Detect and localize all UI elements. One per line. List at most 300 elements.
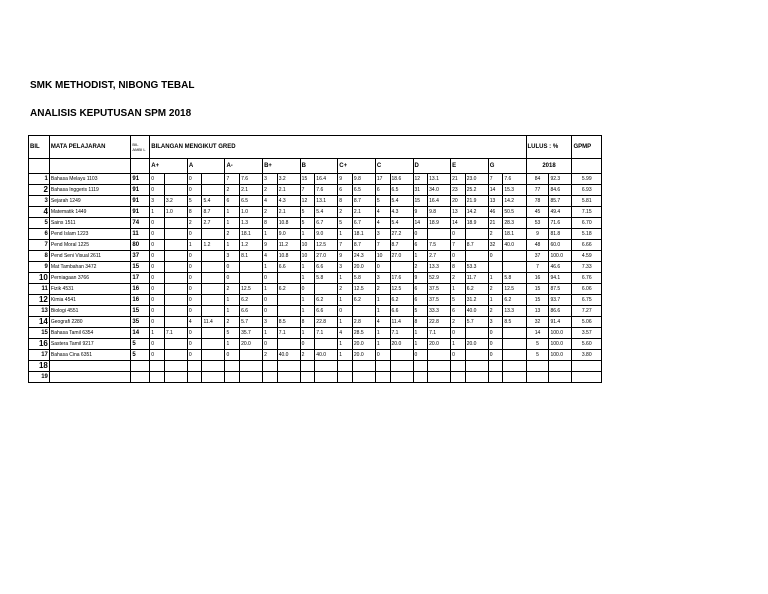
grade-percent bbox=[202, 229, 225, 240]
grade-percent: 1.0 bbox=[164, 207, 187, 218]
header-grade-1: A bbox=[187, 159, 225, 174]
grade-count: 1 bbox=[300, 262, 315, 273]
grade-percent: 2.8 bbox=[352, 317, 375, 328]
grade-percent bbox=[503, 350, 526, 361]
grade-percent: 4.3 bbox=[277, 196, 300, 207]
grade-percent: 2.1 bbox=[277, 207, 300, 218]
grade-count: 9 bbox=[338, 174, 353, 185]
row-gpmp bbox=[572, 372, 602, 383]
grade-count: 2 bbox=[488, 284, 503, 295]
table-row bbox=[29, 284, 602, 295]
grade-percent bbox=[240, 262, 263, 273]
grade-percent bbox=[465, 328, 488, 339]
header-grades-title: BILANGAN MENGIKUT GRED bbox=[150, 136, 526, 159]
row-bil: 7 bbox=[29, 240, 50, 251]
row-bil: 14 bbox=[29, 317, 50, 328]
row-ambil: 5 bbox=[131, 350, 150, 361]
grade-percent: 6.6 bbox=[277, 262, 300, 273]
grade-count: 10 bbox=[300, 240, 315, 251]
row-subject: Bahasa Melayu 1103 bbox=[49, 174, 131, 185]
grade-percent bbox=[465, 372, 488, 383]
row-lulus: 78 bbox=[526, 196, 549, 207]
grade-percent: 18.6 bbox=[390, 174, 413, 185]
grade-percent bbox=[164, 229, 187, 240]
row-lulus: 5 bbox=[526, 339, 549, 350]
grade-count: 3 bbox=[488, 317, 503, 328]
grade-percent bbox=[465, 229, 488, 240]
row-bil: 8 bbox=[29, 251, 50, 262]
row-lulus: 14 bbox=[526, 328, 549, 339]
grade-percent bbox=[428, 372, 451, 383]
row-subject: Pend Seni Visual 2611 bbox=[49, 251, 131, 262]
grade-percent: 18.1 bbox=[503, 229, 526, 240]
row-lulus-percent: 100.0 bbox=[549, 328, 572, 339]
grade-percent bbox=[164, 251, 187, 262]
grade-count: 2 bbox=[413, 262, 428, 273]
grade-percent bbox=[164, 317, 187, 328]
grade-percent: 5.8 bbox=[315, 273, 338, 284]
grade-percent: 12.5 bbox=[503, 284, 526, 295]
grade-percent: 18.9 bbox=[428, 218, 451, 229]
row-subject: Geografi 2280 bbox=[49, 317, 131, 328]
grade-percent: 8.7 bbox=[352, 196, 375, 207]
row-bil: 18 bbox=[29, 361, 50, 372]
row-ambil: 15 bbox=[131, 262, 150, 273]
row-lulus: 77 bbox=[526, 185, 549, 196]
grade-percent bbox=[465, 251, 488, 262]
grade-count: 2 bbox=[338, 207, 353, 218]
grade-count: 2 bbox=[451, 317, 466, 328]
grade-count: 0 bbox=[375, 262, 390, 273]
header-blank-gpmp bbox=[572, 159, 602, 174]
row-subject: Bahasa Cina 6351 bbox=[49, 350, 131, 361]
grade-percent bbox=[277, 306, 300, 317]
grade-percent bbox=[352, 306, 375, 317]
grade-count: 5 bbox=[451, 295, 466, 306]
row-lulus-percent: 71.6 bbox=[549, 218, 572, 229]
grade-count: 2 bbox=[488, 229, 503, 240]
row-ambil: 15 bbox=[131, 306, 150, 317]
row-lulus-percent: 91.4 bbox=[549, 317, 572, 328]
row-ambil: 91 bbox=[131, 207, 150, 218]
grade-percent: 5.7 bbox=[240, 317, 263, 328]
row-bil: 19 bbox=[29, 372, 50, 383]
grade-percent: 5.4 bbox=[202, 196, 225, 207]
grade-percent: 11.4 bbox=[390, 317, 413, 328]
grade-count: 32 bbox=[488, 240, 503, 251]
grade-count bbox=[300, 361, 315, 372]
grade-percent: 7.1 bbox=[277, 328, 300, 339]
table-row bbox=[29, 218, 602, 229]
grade-count bbox=[375, 361, 390, 372]
grade-count: 21 bbox=[451, 174, 466, 185]
grade-count: 0 bbox=[263, 295, 278, 306]
grade-percent bbox=[202, 350, 225, 361]
grade-percent: 6.2 bbox=[503, 295, 526, 306]
grade-count bbox=[263, 361, 278, 372]
grade-count: 1 bbox=[413, 328, 428, 339]
grade-count: 1 bbox=[338, 273, 353, 284]
grade-count: 31 bbox=[413, 185, 428, 196]
header-grade-8: E bbox=[451, 159, 489, 174]
grade-percent bbox=[277, 361, 300, 372]
row-subject: Matematik 1449 bbox=[49, 207, 131, 218]
grade-count: 1 bbox=[187, 240, 202, 251]
grade-percent bbox=[465, 350, 488, 361]
grade-count: 1 bbox=[338, 229, 353, 240]
row-lulus-percent: 93.7 bbox=[549, 295, 572, 306]
grade-percent bbox=[503, 361, 526, 372]
row-lulus-percent: 100.0 bbox=[549, 350, 572, 361]
row-lulus: 15 bbox=[526, 284, 549, 295]
grade-percent bbox=[164, 185, 187, 196]
grade-count: 0 bbox=[300, 339, 315, 350]
grade-percent bbox=[164, 350, 187, 361]
row-lulus: 48 bbox=[526, 240, 549, 251]
table-row bbox=[29, 262, 602, 273]
grade-percent: 5.7 bbox=[465, 317, 488, 328]
row-ambil: 16 bbox=[131, 284, 150, 295]
header-blank-bil bbox=[29, 159, 50, 174]
grade-count: 0 bbox=[187, 295, 202, 306]
row-ambil: 74 bbox=[131, 218, 150, 229]
grade-percent bbox=[277, 372, 300, 383]
row-gpmp: 4.59 bbox=[572, 251, 602, 262]
grade-count: 5 bbox=[338, 218, 353, 229]
grade-count: 0 bbox=[413, 350, 428, 361]
grade-percent: 8.7 bbox=[390, 240, 413, 251]
grade-percent bbox=[503, 251, 526, 262]
row-lulus-percent: 85.7 bbox=[549, 196, 572, 207]
grade-percent: 7.1 bbox=[164, 328, 187, 339]
grade-percent: 12.5 bbox=[240, 284, 263, 295]
grade-percent: 12.5 bbox=[315, 240, 338, 251]
grade-percent: 7.6 bbox=[315, 185, 338, 196]
row-gpmp: 7.33 bbox=[572, 262, 602, 273]
grade-count: 9 bbox=[413, 273, 428, 284]
header-grade-3: B+ bbox=[263, 159, 301, 174]
grade-percent: 5.4 bbox=[390, 218, 413, 229]
row-ambil: 91 bbox=[131, 174, 150, 185]
grade-percent: 2.1 bbox=[277, 185, 300, 196]
grade-count: 1 bbox=[488, 295, 503, 306]
table-row bbox=[29, 328, 602, 339]
grade-percent: 8.7 bbox=[465, 240, 488, 251]
grade-count: 13 bbox=[488, 196, 503, 207]
row-lulus-percent: 86.6 bbox=[549, 306, 572, 317]
grade-percent: 20.0 bbox=[390, 339, 413, 350]
grade-count: 0 bbox=[187, 328, 202, 339]
header-row-grades bbox=[29, 159, 602, 174]
row-bil: 1 bbox=[29, 174, 50, 185]
grade-count: 2 bbox=[225, 229, 240, 240]
grade-count: 0 bbox=[488, 350, 503, 361]
grade-percent bbox=[390, 262, 413, 273]
header-row-main bbox=[29, 136, 602, 159]
grade-count: 0 bbox=[451, 328, 466, 339]
row-subject: Mat Tambahan 3472 bbox=[49, 262, 131, 273]
header-bil: BIL bbox=[29, 136, 50, 159]
grade-count: 6 bbox=[413, 295, 428, 306]
grade-percent: 28.3 bbox=[503, 218, 526, 229]
header-grade-9: G bbox=[488, 159, 526, 174]
row-bil: 6 bbox=[29, 229, 50, 240]
grade-count: 0 bbox=[150, 174, 165, 185]
grade-count bbox=[451, 372, 466, 383]
grade-percent: 20.0 bbox=[240, 339, 263, 350]
table-row bbox=[29, 185, 602, 196]
grade-percent bbox=[164, 339, 187, 350]
row-gpmp: 5.60 bbox=[572, 339, 602, 350]
grade-percent: 2.7 bbox=[428, 251, 451, 262]
grade-count: 0 bbox=[187, 306, 202, 317]
grade-count: 0 bbox=[150, 295, 165, 306]
grade-count: 9 bbox=[413, 207, 428, 218]
row-lulus: 84 bbox=[526, 174, 549, 185]
grade-count: 4 bbox=[187, 317, 202, 328]
grade-count: 5 bbox=[300, 207, 315, 218]
grade-percent: 7.5 bbox=[428, 240, 451, 251]
row-subject: Pend Moral 1225 bbox=[49, 240, 131, 251]
grade-percent bbox=[164, 306, 187, 317]
grade-count: 0 bbox=[488, 339, 503, 350]
row-gpmp: 5.18 bbox=[572, 229, 602, 240]
grade-percent: 6.7 bbox=[352, 218, 375, 229]
grade-count: 1 bbox=[300, 328, 315, 339]
grade-count: 0 bbox=[150, 185, 165, 196]
grade-percent: 37.5 bbox=[428, 284, 451, 295]
row-gpmp: 5.81 bbox=[572, 196, 602, 207]
grade-percent bbox=[240, 361, 263, 372]
header-subject: MATA PELAJARAN bbox=[49, 136, 131, 159]
grade-percent: 6.5 bbox=[352, 185, 375, 196]
grade-percent: 40.0 bbox=[465, 306, 488, 317]
grade-count: 0 bbox=[451, 251, 466, 262]
grade-percent: 8.5 bbox=[503, 317, 526, 328]
row-subject bbox=[49, 361, 131, 372]
grade-percent bbox=[315, 372, 338, 383]
grade-count: 3 bbox=[263, 174, 278, 185]
row-bil: 10 bbox=[29, 273, 50, 284]
grade-count: 10 bbox=[300, 251, 315, 262]
table-row bbox=[29, 273, 602, 284]
grade-percent bbox=[164, 240, 187, 251]
grade-count: 7 bbox=[338, 240, 353, 251]
grade-count: 1 bbox=[225, 339, 240, 350]
grade-percent: 5.4 bbox=[390, 196, 413, 207]
grade-count bbox=[338, 361, 353, 372]
grade-count: 1 bbox=[150, 328, 165, 339]
row-lulus: 45 bbox=[526, 207, 549, 218]
grade-count: 0 bbox=[413, 229, 428, 240]
grade-percent: 18.9 bbox=[465, 218, 488, 229]
grade-percent: 27.2 bbox=[390, 229, 413, 240]
grade-percent: 31.2 bbox=[465, 295, 488, 306]
grade-percent bbox=[503, 262, 526, 273]
grade-percent bbox=[240, 350, 263, 361]
grade-count: 2 bbox=[375, 284, 390, 295]
grade-percent: 6.2 bbox=[352, 295, 375, 306]
row-subject: Biologi 4551 bbox=[49, 306, 131, 317]
grade-percent bbox=[202, 262, 225, 273]
grade-count: 14 bbox=[451, 218, 466, 229]
grade-count: 1 bbox=[263, 229, 278, 240]
grade-percent: 2.7 bbox=[202, 218, 225, 229]
grade-percent: 7.6 bbox=[240, 174, 263, 185]
grade-percent bbox=[202, 273, 225, 284]
table-row bbox=[29, 361, 602, 372]
grade-count: 6 bbox=[413, 240, 428, 251]
row-gpmp: 6.06 bbox=[572, 284, 602, 295]
grade-percent: 20.0 bbox=[352, 339, 375, 350]
grade-percent bbox=[503, 328, 526, 339]
grade-count: 9 bbox=[338, 251, 353, 262]
grade-percent: 20.0 bbox=[428, 339, 451, 350]
grade-count: 0 bbox=[225, 273, 240, 284]
grade-count: 1 bbox=[413, 339, 428, 350]
grade-percent bbox=[202, 339, 225, 350]
grade-percent bbox=[202, 295, 225, 306]
grade-count: 1 bbox=[225, 295, 240, 306]
row-gpmp: 3.57 bbox=[572, 328, 602, 339]
grade-percent: 40.0 bbox=[315, 350, 338, 361]
grade-count: 7 bbox=[375, 240, 390, 251]
grade-count: 0 bbox=[187, 262, 202, 273]
grade-percent: 13.1 bbox=[315, 196, 338, 207]
grade-count: 7 bbox=[225, 174, 240, 185]
grade-count: 20 bbox=[451, 196, 466, 207]
row-subject: Sains 1511 bbox=[49, 218, 131, 229]
row-subject: Sejarah 1249 bbox=[49, 196, 131, 207]
header-grade-0: A+ bbox=[150, 159, 188, 174]
row-subject: Perniagaan 3766 bbox=[49, 273, 131, 284]
row-bil: 12 bbox=[29, 295, 50, 306]
grade-count: 17 bbox=[375, 174, 390, 185]
row-lulus-percent: 100.0 bbox=[549, 339, 572, 350]
row-bil: 15 bbox=[29, 328, 50, 339]
grade-count: 1 bbox=[338, 295, 353, 306]
grade-percent: 6.6 bbox=[315, 262, 338, 273]
grade-percent bbox=[428, 229, 451, 240]
grade-count: 0 bbox=[488, 328, 503, 339]
grade-percent: 6.2 bbox=[315, 295, 338, 306]
table-row bbox=[29, 229, 602, 240]
grade-count bbox=[375, 372, 390, 383]
grade-percent bbox=[164, 174, 187, 185]
row-ambil: 16 bbox=[131, 295, 150, 306]
grade-count: 3 bbox=[150, 196, 165, 207]
header-grade-5: C+ bbox=[338, 159, 376, 174]
row-lulus bbox=[526, 361, 549, 372]
row-lulus-percent: 46.6 bbox=[549, 262, 572, 273]
grade-percent bbox=[428, 350, 451, 361]
grade-percent: 1.0 bbox=[240, 207, 263, 218]
grade-count: 1 bbox=[375, 328, 390, 339]
grade-count: 1 bbox=[338, 317, 353, 328]
row-ambil bbox=[131, 361, 150, 372]
grade-count: 15 bbox=[413, 196, 428, 207]
row-lulus-percent: 100.0 bbox=[549, 251, 572, 262]
grade-count: 0 bbox=[150, 339, 165, 350]
row-subject: Kimia 4541 bbox=[49, 295, 131, 306]
row-gpmp bbox=[572, 361, 602, 372]
grade-count: 0 bbox=[150, 229, 165, 240]
grade-count: 1 bbox=[300, 306, 315, 317]
row-lulus-percent: 84.6 bbox=[549, 185, 572, 196]
header-ambil: BIL AMBI L bbox=[131, 136, 150, 159]
grade-count: 0 bbox=[263, 306, 278, 317]
grade-count bbox=[488, 372, 503, 383]
grade-count: 1 bbox=[225, 306, 240, 317]
grade-percent: 20.0 bbox=[465, 339, 488, 350]
grade-count: 8 bbox=[263, 218, 278, 229]
table-row bbox=[29, 295, 602, 306]
row-bil: 9 bbox=[29, 262, 50, 273]
grade-count: 1 bbox=[338, 339, 353, 350]
grade-percent: 16.4 bbox=[315, 174, 338, 185]
grade-count: 23 bbox=[451, 185, 466, 196]
school-name: SMK METHODIST, NIBONG TEBAL bbox=[30, 80, 195, 91]
grade-percent: 13.3 bbox=[503, 306, 526, 317]
grade-count: 0 bbox=[150, 262, 165, 273]
row-lulus-percent: 49.4 bbox=[549, 207, 572, 218]
grade-count: 4 bbox=[338, 328, 353, 339]
grade-percent bbox=[315, 339, 338, 350]
grade-count: 1 bbox=[375, 339, 390, 350]
row-ambil: 17 bbox=[131, 273, 150, 284]
row-lulus-percent: 87.5 bbox=[549, 284, 572, 295]
grade-count: 1 bbox=[263, 284, 278, 295]
grade-percent: 13.3 bbox=[428, 262, 451, 273]
grade-percent: 28.5 bbox=[352, 328, 375, 339]
grade-count: 46 bbox=[488, 207, 503, 218]
row-ambil: 91 bbox=[131, 196, 150, 207]
grade-percent: 27.0 bbox=[390, 251, 413, 262]
grade-count: 21 bbox=[488, 218, 503, 229]
grade-count: 0 bbox=[150, 273, 165, 284]
grade-percent: 6.7 bbox=[315, 218, 338, 229]
row-gpmp: 5.99 bbox=[572, 174, 602, 185]
grade-count: 0 bbox=[338, 306, 353, 317]
grade-count: 1 bbox=[451, 284, 466, 295]
table-row bbox=[29, 174, 602, 185]
grade-percent: 14.2 bbox=[503, 196, 526, 207]
grade-count: 1 bbox=[300, 273, 315, 284]
grade-percent: 35.7 bbox=[240, 328, 263, 339]
grade-count bbox=[413, 372, 428, 383]
header-blank-ambil bbox=[131, 159, 150, 174]
grade-count: 0 bbox=[187, 339, 202, 350]
grade-count: 1 bbox=[413, 251, 428, 262]
row-gpmp: 6.75 bbox=[572, 295, 602, 306]
grade-percent: 20.0 bbox=[352, 262, 375, 273]
row-bil: 11 bbox=[29, 284, 50, 295]
row-gpmp: 6.93 bbox=[572, 185, 602, 196]
report-title: ANALISIS KEPUTUSAN SPM 2018 bbox=[30, 108, 192, 119]
grade-percent bbox=[277, 295, 300, 306]
table-row bbox=[29, 372, 602, 383]
grade-count: 0 bbox=[150, 317, 165, 328]
row-ambil bbox=[131, 372, 150, 383]
grade-percent: 8.7 bbox=[352, 240, 375, 251]
grade-count: 5 bbox=[300, 218, 315, 229]
grade-count: 7 bbox=[451, 240, 466, 251]
grade-count bbox=[300, 372, 315, 383]
grade-percent: 33.3 bbox=[428, 306, 451, 317]
grade-percent: 5.8 bbox=[352, 273, 375, 284]
grade-percent bbox=[202, 251, 225, 262]
row-ambil: 14 bbox=[131, 328, 150, 339]
